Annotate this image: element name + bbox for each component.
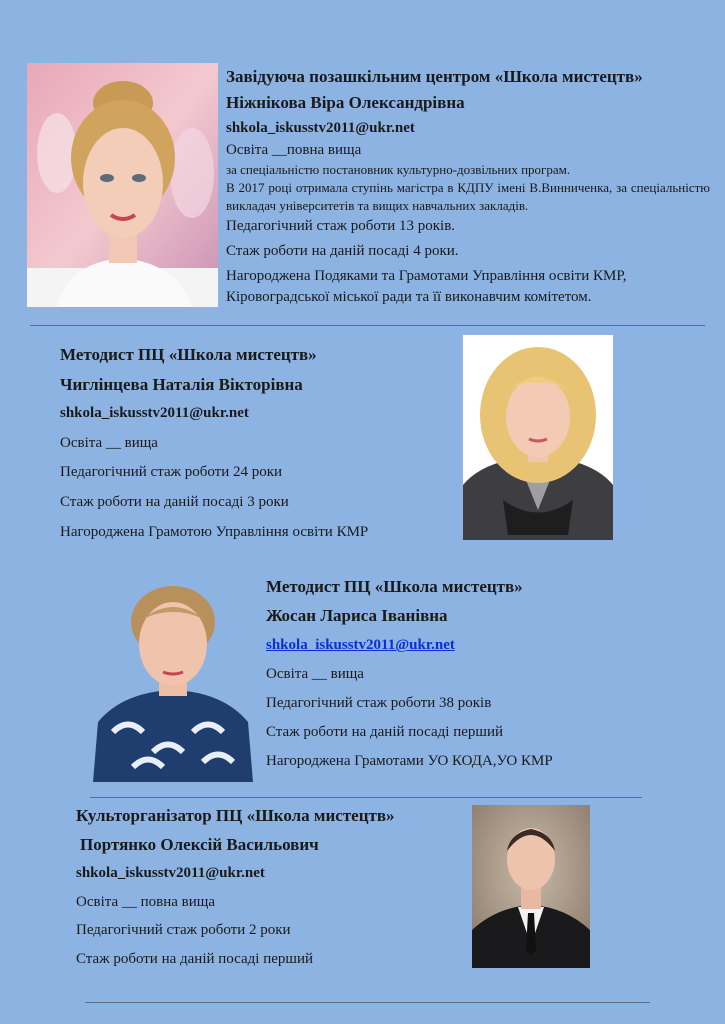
email-text: shkola_iskusstv2011@ukr.net	[76, 865, 265, 882]
section-title: Завідуюча позашкільним центром «Школа мистецтв»	[226, 67, 643, 86]
person-name: Чиглінцева Наталія Вікторівна	[60, 374, 303, 394]
ped-experience-text: Педагогічний стаж роботи 24 роки	[60, 464, 283, 481]
education-text: Освіта __ вища	[266, 665, 364, 682]
email-link[interactable]: shkola_iskusstv2011@ukr.net	[266, 637, 455, 654]
email-text: shkola_iskusstv2011@ukr.net	[226, 120, 415, 136]
awards-text-1: Нагороджена Подяками та Грамотами Управління освіти КМР,	[226, 268, 627, 284]
section-methodist-1	[60, 340, 368, 547]
portrait-photo-nizhnikova	[27, 63, 218, 307]
masters-text: В 2017 році отримала ступінь магістра в КДПУ імені В.Винниченка, за спеціальністю викладач університетів та вищих навчальних закладів.	[226, 180, 710, 213]
education-text: Освіта __повна вища	[226, 142, 362, 158]
section-title: Культорганізатор ПЦ «Школа мистецтв»	[76, 806, 395, 825]
email-text: shkola_iskusstv2011@ukr.net	[60, 405, 249, 422]
ped-experience-text: Педагогічний стаж роботи 38 років	[266, 694, 492, 711]
position-experience-text: Стаж роботи на даній посаді 3 роки	[60, 493, 289, 510]
section-title: Методист ПЦ «Школа мистецтв»	[266, 577, 523, 596]
education-text: Освіта __ повна вища	[76, 893, 215, 910]
position-experience-text: Стаж роботи на даній посаді перший	[76, 950, 314, 967]
position-experience-text: Стаж роботи на даній посаді 4 роки.	[226, 243, 459, 259]
ped-experience-text: Педагогічний стаж роботи 2 роки	[76, 922, 291, 939]
portrait-photo-zhosan	[93, 582, 253, 782]
section-director	[226, 64, 710, 308]
position-experience-text: Стаж роботи на даній посаді перший	[266, 723, 504, 740]
awards-text: Нагороджена Грамотами УО КОДА,УО КМР	[266, 753, 553, 770]
section-culture-organizer	[76, 802, 395, 974]
ped-experience-text: Педагогічний стаж роботи 13 років.	[226, 218, 456, 234]
specialty-text: за спеціальністю постановник культурно-дозвільних програм.	[226, 162, 571, 177]
person-name: Жосан Лариса Іванівна	[266, 606, 448, 626]
education-text: Освіта __ вища	[60, 434, 158, 451]
divider	[30, 325, 705, 326]
divider	[85, 1002, 650, 1003]
divider	[90, 797, 642, 798]
awards-text-2: Кіровоградської міської ради та її виконавчим комітетом.	[226, 289, 592, 305]
section-title: Методист ПЦ «Школа мистецтв»	[60, 345, 317, 364]
portrait-photo-chyhlintseva	[463, 335, 613, 540]
portrait-photo-portianko	[472, 805, 590, 968]
awards-text: Нагороджена Грамотою Управління освіти КМР	[60, 523, 369, 540]
section-methodist-2	[266, 572, 553, 776]
person-name: Портянко Олексій Васильович	[80, 834, 319, 854]
person-name: Ніжнікова Віра Олександрівна	[226, 93, 465, 112]
